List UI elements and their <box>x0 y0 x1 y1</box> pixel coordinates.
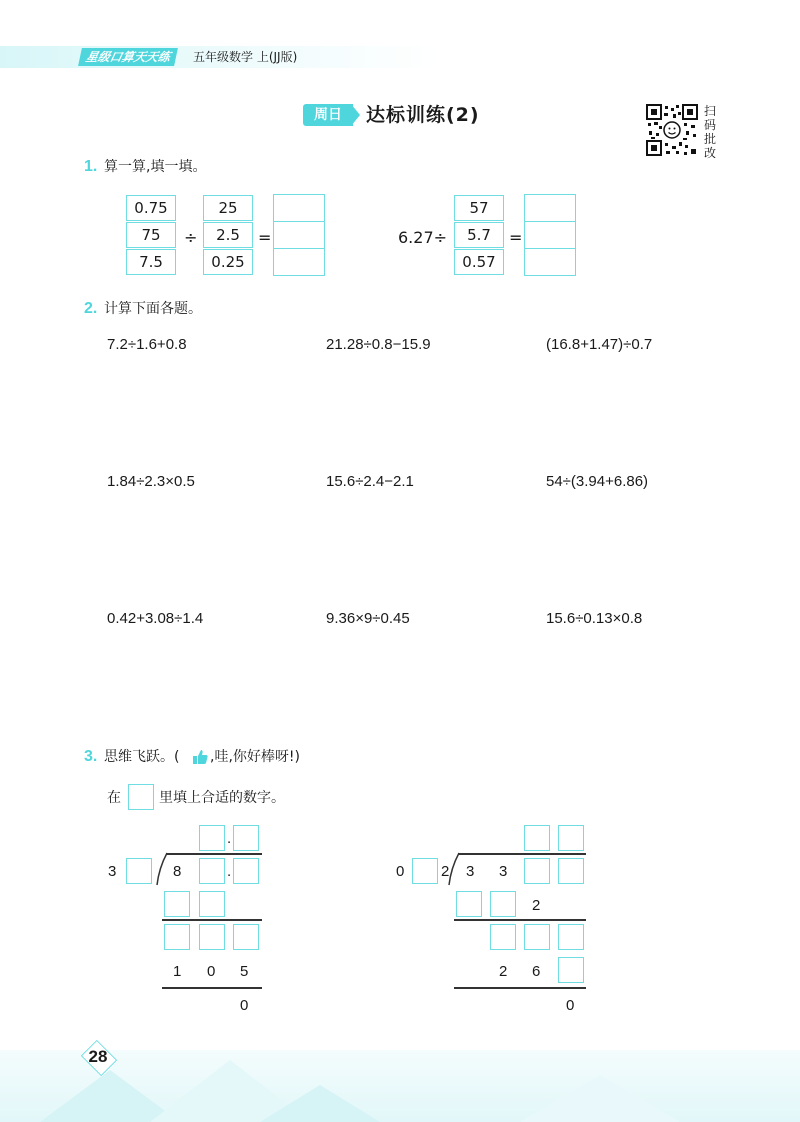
divisor-digit: 0 <box>396 863 405 880</box>
q1-dividend-text: 6.27÷ <box>398 228 448 247</box>
work-digit: 5 <box>240 963 249 980</box>
work-box[interactable] <box>164 891 190 917</box>
quotient-box[interactable] <box>233 825 259 851</box>
q1-answer-box[interactable] <box>273 248 325 276</box>
q1-answer-box[interactable] <box>524 194 576 222</box>
q2-expression: 9.36×9÷0.45 <box>326 610 410 627</box>
decimal-point: . <box>227 863 232 880</box>
work-box[interactable] <box>558 924 584 950</box>
q2-expression: 21.28÷0.8−15.9 <box>326 336 431 353</box>
work-box[interactable] <box>199 924 225 950</box>
qr-code-icon[interactable] <box>646 104 698 156</box>
quotient-box[interactable] <box>199 825 225 851</box>
division-bracket <box>156 852 168 886</box>
q1-number: 1. <box>84 158 98 175</box>
dividend-digit: 3 <box>499 863 508 880</box>
q1-equals-sign: = <box>258 228 272 247</box>
dividend-digit: 3 <box>466 863 475 880</box>
q2-expression: 7.2÷1.6+0.8 <box>107 336 187 353</box>
series-title: 星级口算天天练 <box>78 48 178 66</box>
day-badge-arrow <box>351 104 360 126</box>
q1-equals-sign: = <box>509 228 523 247</box>
page-title: 达标训练(2) <box>366 104 480 126</box>
subtraction-line <box>162 919 262 921</box>
scan-label: 扫码批改 <box>703 104 716 160</box>
page-number: 28 <box>88 1047 108 1066</box>
q2-expression: 15.6÷0.13×0.8 <box>546 610 643 627</box>
division-bar <box>166 853 262 855</box>
q3-text: 思维飞跃。( <box>104 749 180 765</box>
q1-divisor-cell: 0.57 <box>454 249 504 275</box>
divisor-digit: 3 <box>108 863 117 880</box>
q2-expression: 15.6÷2.4−2.1 <box>326 473 414 490</box>
q1-divisor-cell: 2.5 <box>203 222 253 248</box>
work-digit: 1 <box>173 963 182 980</box>
q2-text: 计算下面各题。 <box>104 301 202 317</box>
thumbs-up-icon <box>191 748 209 766</box>
work-box[interactable] <box>558 957 584 983</box>
subtraction-line <box>162 987 262 989</box>
dividend-digit: 8 <box>173 863 182 880</box>
q1-divisor-cell: 57 <box>454 195 504 221</box>
q2-expression: 54÷(3.94+6.86) <box>546 473 649 490</box>
dividend-box[interactable] <box>199 858 225 884</box>
q1-text: 算一算,填一填。 <box>104 159 207 175</box>
dividend-box[interactable] <box>524 858 550 884</box>
q1-divisor-cell: 25 <box>203 195 253 221</box>
work-box[interactable] <box>456 891 482 917</box>
q1-divisor-cell: 0.25 <box>203 249 253 275</box>
subtraction-line <box>454 919 586 921</box>
day-badge: 周日 <box>303 104 353 126</box>
remainder: 0 <box>240 997 249 1014</box>
remainder: 0 <box>566 997 575 1014</box>
work-digit: 0 <box>207 963 216 980</box>
work-box[interactable] <box>490 924 516 950</box>
divisor-digit: 2 <box>441 863 450 880</box>
q1-divide-sign: ÷ <box>184 228 198 247</box>
footer-band <box>0 1050 800 1122</box>
q1-dividend-cell: 7.5 <box>126 249 176 275</box>
q1-dividend-cell: 0.75 <box>126 195 176 221</box>
q2-number: 2. <box>84 300 98 317</box>
work-box[interactable] <box>524 924 550 950</box>
work-digit: 2 <box>532 897 541 914</box>
work-box[interactable] <box>199 891 225 917</box>
division-bracket <box>448 852 460 886</box>
decimal-point: . <box>227 830 232 847</box>
quotient-box[interactable] <box>558 825 584 851</box>
q1-divisor-cell: 5.7 <box>454 222 504 248</box>
q1-answer-box[interactable] <box>273 194 325 222</box>
q2-expression: 1.84÷2.3×0.5 <box>107 473 195 490</box>
q1-answer-box[interactable] <box>524 221 576 249</box>
dividend-box[interactable] <box>233 858 259 884</box>
q1-dividend-cell: 75 <box>126 222 176 248</box>
work-digit: 2 <box>499 963 508 980</box>
subtraction-line <box>454 987 586 989</box>
example-box <box>128 784 154 810</box>
quotient-box[interactable] <box>524 825 550 851</box>
divisor-box[interactable] <box>126 858 152 884</box>
work-digit: 6 <box>532 963 541 980</box>
q3-instruction-suffix: 里填上合适的数字。 <box>159 790 285 806</box>
q2-expression: (16.8+1.47)÷0.7 <box>546 336 653 353</box>
dividend-box[interactable] <box>558 858 584 884</box>
book-title: 五年级数学 上(JJ版) <box>193 50 298 64</box>
q2-expression: 0.42+3.08÷1.4 <box>107 610 204 627</box>
q1-answer-box[interactable] <box>524 248 576 276</box>
q3-instruction-prefix: 在 <box>107 790 121 806</box>
work-box[interactable] <box>164 924 190 950</box>
divisor-box[interactable] <box>412 858 438 884</box>
footer-decoration <box>0 1050 800 1122</box>
work-box[interactable] <box>233 924 259 950</box>
division-bar <box>458 853 586 855</box>
work-box[interactable] <box>490 891 516 917</box>
q3-number: 3. <box>84 748 98 765</box>
q3-text-end: ,哇,你好棒呀!) <box>210 749 300 765</box>
q1-answer-box[interactable] <box>273 221 325 249</box>
